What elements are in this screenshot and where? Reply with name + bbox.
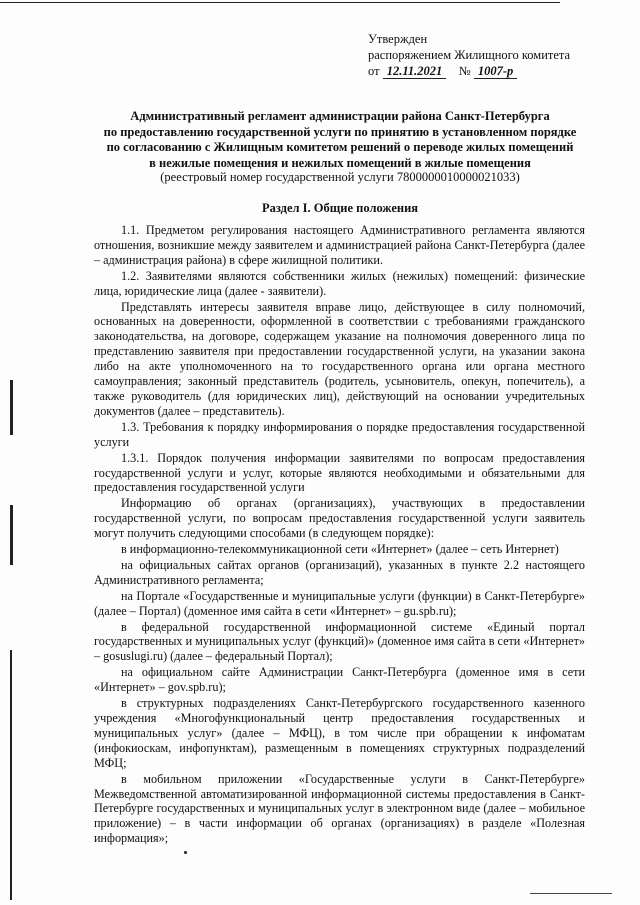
paragraph: в информационно-телекоммуникационной сети «Интернет» (далее – сеть Интернет) <box>121 542 559 557</box>
scan-margin-mark <box>10 380 13 435</box>
paragraph: Информацию об органах (организациях), участвующих в предоставлении государственной услуги, по вопросам предоставления государственной услуги заявитель могут получить следующими способами (в следующем порядке): <box>94 496 585 541</box>
approval-date-line <box>368 63 570 79</box>
title-line-4: в нежилые помещения и нежилых помещений в жилые помещения <box>149 155 531 170</box>
paragraph: в федеральной государственной информационной системе «Единый портал государственных и муниципальных услуг (функций)» (доменное имя сайта в сети «Интернет» – gosuslugi.ru) (далее – федеральный Портал); <box>94 619 585 664</box>
title-line-1: Административный регламент администрации района Санкт-Петербурга <box>130 109 550 123</box>
approval-date: 12.11.2021 <box>383 64 447 79</box>
scan-margin-mark <box>10 650 12 900</box>
paragraph: в мобильном приложении «Государственные услуги в Санкт-Петербурге» Межведомственной автоматизированной информационной системы предоставления в Санкт-Петербурге государственных и муниципальных услуг в электронном виде (далее – мобильное приложение) – в части информации об органах (организациях) в разделе «Полезная информация»; <box>94 771 585 846</box>
approval-number: 1007-р <box>474 64 517 79</box>
paragraph: 1.1. Предметом регулирования настоящего Административного регламента являются отношения, возникшие между заявителем и администрацией района Санкт-Петербурга (далее – администрация района) в сфере жилищной политики. <box>94 223 585 267</box>
scan-margin-mark <box>10 505 13 565</box>
paragraph: Представлять интересы заявителя вправе лицо, действующее в силу полномочий, основанных на доверенности, оформленной в соответствии с требованиями гражданского законодательства, на договоре, содержащем указание на полномочия доверенного лица по представлению заявителя при предоставлении государственной услуги, на указании закона либо на акте уполномоченного на то государственного органа или органа местного самоуправления; законный представитель (родитель, усыновитель, опекун, попечитель), а также руководитель (для юридических лиц), действующий на основании учредительных документов (далее – представитель). <box>94 299 585 418</box>
section-title: Раздел I. Общие положения <box>261 201 419 215</box>
registry-number: (реестровый номер государственной услуги 7800000010000021033) <box>160 170 520 184</box>
approval-stamp <box>368 31 570 79</box>
scan-border <box>0 2 560 3</box>
document-title <box>70 109 610 171</box>
document-body <box>94 223 585 846</box>
scan-dot <box>184 851 187 854</box>
date-prefix: от <box>368 64 380 78</box>
paragraph: на Портале «Государственные и муниципальные услуги (функции) в Санкт-Петербурге» (далее – Портал) (доменное имя сайта в сети «Интернет» – gu.spb.ru); <box>94 588 585 618</box>
number-prefix: № <box>458 64 471 78</box>
paragraph: 1.3.1. Порядок получения информации заявителями по вопросам предоставления государственной услуги и услуг, которые являются необходимыми и обязательными для предоставления государственной услуги <box>94 450 585 495</box>
paragraph: на официальных сайтах органов (организаций), указанных в пункте 2.2 настоящего Административного регламента; <box>94 557 585 587</box>
paragraph: 1.2. Заявителями являются собственники жилых (нежилых) помещений: физические лица, юридические лица (далее - заявители). <box>94 268 585 298</box>
footer-rule <box>530 893 612 894</box>
paragraph: 1.3. Требования к порядку информирования о порядке предоставления государственной услуги <box>94 419 585 449</box>
title-line-3: по согласованию с Жилищным комитетом решений о переводе жилых помещений <box>106 140 574 154</box>
approval-line-2: распоряжением Жилищного комитета <box>368 48 571 62</box>
paragraph: в структурных подразделениях Санкт-Петербургского государственного казенного учреждения «Многофункциональный центр предоставления государственных и муниципальных услуг» (далее – МФЦ), в том числе при обращении к инфоматам (инфокиоскам, инфопунктам), размещенным в помещениях структурных подразделений МФЦ; <box>94 696 585 770</box>
title-line-2: по предоставлению государственной услуги по принятию в установленном порядке <box>103 124 577 139</box>
paragraph: на официальном сайте Администрации Санкт-Петербурга (доменное имя в сети «Интернет» – gov.spb.ru); <box>94 665 585 695</box>
approval-line-1: Утвержден <box>368 32 428 46</box>
